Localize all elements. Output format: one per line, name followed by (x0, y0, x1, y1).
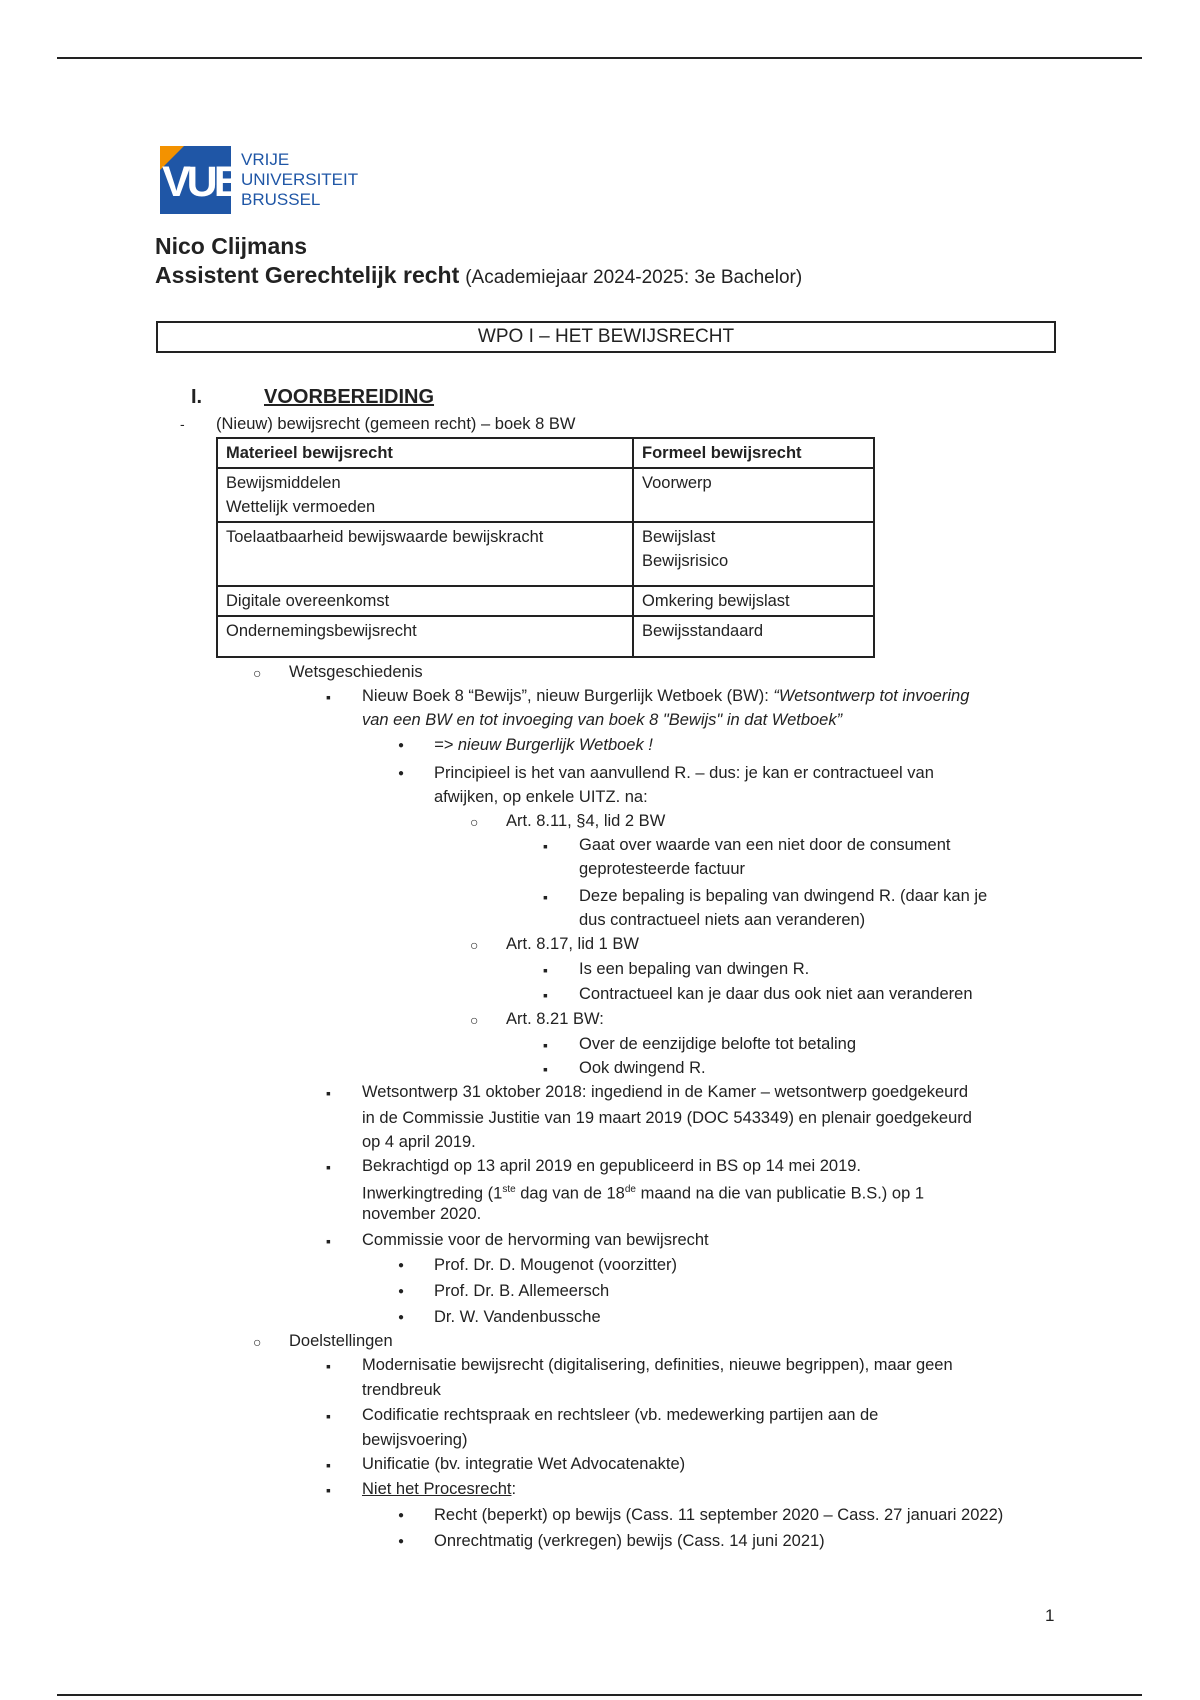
list-item-continuation: dus contractueel niets aan veranderen) (579, 911, 866, 929)
top-rule (57, 57, 1142, 59)
square-bullet: ▪ (326, 1085, 331, 1101)
list-item: Art. 8.21 BW: (506, 1010, 604, 1028)
list-item: Recht (beperkt) op bewijs (Cass. 11 september 2020 – Cass. 27 januari 2022) (434, 1506, 1004, 1524)
square-bullet: ▪ (543, 889, 548, 905)
list-item: => nieuw Burgerlijk Wetboek ! (434, 736, 653, 754)
table-cell: Omkering bewijslast (633, 586, 874, 616)
list-item: Unificatie (bv. integratie Wet Advocatenakte) (362, 1455, 686, 1473)
dot-bullet: ● (398, 1536, 405, 1547)
square-bullet: ▪ (326, 689, 331, 705)
list-item: Ook dwingend R. (579, 1059, 706, 1077)
table-row (217, 468, 874, 522)
list-item-continuation: bewijsvoering) (362, 1431, 468, 1449)
list-item: Wetsontwerp 31 oktober 2018: ingediend in de Kamer – wetsontwerp goedgekeurd (362, 1083, 969, 1101)
circle-bullet: ○ (470, 814, 479, 830)
list-item: Nieuw Boek 8 “Bewijs”, nieuw Burgerlijk Wetboek (BW): “Wetsontwerp tot invoering (362, 687, 970, 705)
vub-logo-text: VRIJE UNIVERSITEIT BRUSSEL (241, 150, 359, 209)
circle-bullet: ○ (253, 1334, 262, 1350)
square-bullet: ▪ (543, 987, 548, 1003)
table-header: Formeel bewijsrecht (633, 438, 874, 468)
intro-line: (Nieuw) bewijsrecht (gemeen recht) – boek 8 BW (216, 415, 576, 433)
square-bullet: ▪ (326, 1482, 331, 1498)
section-number: I. (191, 386, 203, 408)
list-item-continuation: op 4 april 2019. (362, 1133, 476, 1151)
list-item-continuation: trendbreuk (362, 1381, 441, 1399)
list-item: Deze bepaling is bepaling van dwingend R. (daar kan je (579, 887, 988, 905)
list-item: Gaat over waarde van een niet door de consument (579, 836, 951, 854)
list-item: Doelstellingen (289, 1332, 393, 1350)
square-bullet: ▪ (326, 1457, 331, 1473)
list-item: Niet het Procesrecht: (362, 1480, 517, 1498)
bottom-rule (57, 1694, 1142, 1696)
academic-year: (Academiejaar 2024-2025: 3e Bachelor) (465, 267, 803, 288)
dot-bullet: ● (398, 1286, 405, 1297)
list-item: Onrechtmatig (verkregen) bewijs (Cass. 14 juni 2021) (434, 1532, 825, 1550)
list-item: Art. 8.17, lid 1 BW (506, 935, 639, 953)
square-bullet: ▪ (543, 962, 548, 978)
square-bullet: ▪ (543, 1061, 548, 1077)
dot-bullet: ● (398, 1510, 405, 1521)
dot-bullet: ● (398, 1312, 405, 1323)
list-item-continuation: van een BW en tot invoeging van boek 8 "Bewijs" in dat Wetboek” (362, 711, 843, 729)
list-item-continuation: november 2020. (362, 1205, 482, 1223)
dot-bullet: ● (398, 768, 405, 779)
list-item: Principieel is het van aanvullend R. – dus: je kan er contractueel van (434, 764, 934, 782)
list-item-continuation: afwijken, op enkele UITZ. na: (434, 788, 648, 806)
table-header-row (217, 438, 874, 468)
dot-bullet: ● (398, 740, 405, 751)
table-cell: Digitale overeenkomst (217, 586, 633, 616)
list-item-continuation: Inwerkingtreding (1ste dag van de 18de maand na die van publicatie B.S.) op 1 (362, 1184, 925, 1203)
list-item: Prof. Dr. D. Mougenot (voorzitter) (434, 1256, 677, 1274)
author-name: Nico Clijmans (155, 233, 308, 259)
author-role: Assistent Gerechtelijk recht (Academiejaar 2024-2025: 3e Bachelor) (155, 262, 803, 288)
square-bullet: ▪ (326, 1358, 331, 1374)
list-item: Prof. Dr. B. Allemeersch (434, 1282, 610, 1300)
list-item: Is een bepaling van dwingen R. (579, 960, 810, 978)
table-cell: Bewijsstandaard (633, 616, 874, 657)
list-item-continuation: geprotesteerde factuur (579, 860, 746, 878)
dot-bullet: ● (398, 1260, 405, 1271)
section-title: VOORBEREIDING (264, 386, 435, 408)
circle-bullet: ○ (253, 665, 262, 681)
table-cell: Bewijsmiddelen Wettelijk vermoeden (217, 468, 633, 522)
circle-bullet: ○ (470, 937, 479, 953)
list-item: Codificatie rechtspraak en rechtsleer (vb. medewerking partijen aan de (362, 1406, 879, 1424)
list-item: Modernisatie bewijsrecht (digitalisering, definities, nieuwe begrippen), maar geen (362, 1356, 953, 1374)
list-item: Dr. W. Vandenbussche (434, 1308, 601, 1326)
vub-logo-mark: VUB (160, 146, 231, 214)
list-item: Art. 8.11, §4, lid 2 BW (506, 812, 666, 830)
table-row (217, 616, 874, 657)
vub-logo (160, 146, 358, 214)
table-cell: Toelaatbaarheid bewijswaarde bewijskracht (217, 522, 633, 586)
table-cell: Bewijslast Bewijsrisico (633, 522, 874, 586)
table-row (217, 522, 874, 586)
list-item: Commissie voor de hervorming van bewijsrecht (362, 1231, 709, 1249)
list-item: Bekrachtigd op 13 april 2019 en gepubliceerd in BS op 14 mei 2019. (362, 1157, 862, 1175)
list-item-continuation: in de Commissie Justitie van 19 maart 2019 (DOC 543349) en plenair goedgekeurd (362, 1109, 972, 1127)
square-bullet: ▪ (543, 1037, 548, 1053)
list-item: Wetsgeschiedenis (289, 663, 423, 681)
list-item: Over de eenzijdige belofte tot betaling (579, 1035, 857, 1053)
table-row (217, 586, 874, 616)
square-bullet: ▪ (326, 1233, 331, 1249)
page-number: 1 (1045, 1606, 1055, 1625)
table-header: Materieel bewijsrecht (217, 438, 633, 468)
table-cell: Ondernemingsbewijsrecht (217, 616, 633, 657)
dash-marker: - (180, 416, 185, 432)
circle-bullet: ○ (470, 1012, 479, 1028)
list-item: Contractueel kan je daar dus ook niet aan veranderen (579, 985, 973, 1003)
table-cell: Voorwerp (633, 468, 874, 522)
square-bullet: ▪ (326, 1159, 331, 1175)
document-title-box: WPO I – HET BEWIJSRECHT (156, 321, 1056, 353)
square-bullet: ▪ (326, 1408, 331, 1424)
bewijsrecht-table (216, 437, 875, 658)
square-bullet: ▪ (543, 838, 548, 854)
